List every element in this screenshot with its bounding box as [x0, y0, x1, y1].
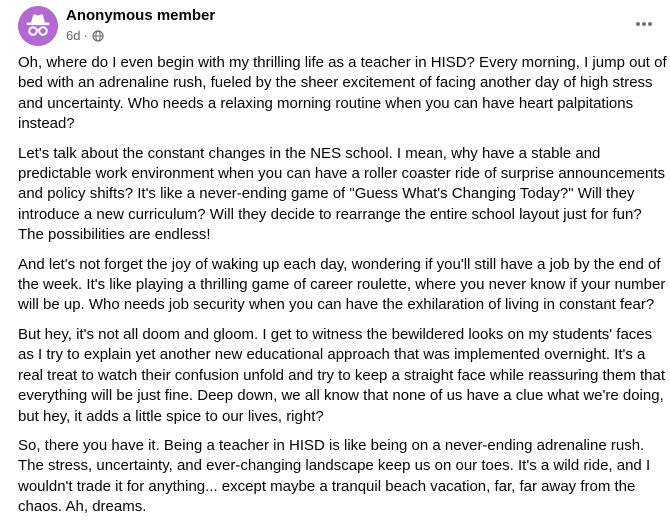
anonymous-incognito-icon [18, 6, 58, 46]
globe-icon [92, 30, 104, 42]
avatar[interactable] [18, 6, 58, 46]
post-paragraph: But hey, it's not all doom and gloom. I get to witness the bewildered looks on my students' faces as I try to explain yet another new educational approach that was implemented overnight. It's a real treat to watch their confusion unfold and try to keep a straight face while reassuring them that everything will be just fine. Deep down, we all know that none of us have a clue what we're doing, but hey, it adds a little spice to our lives, right? [18, 325, 666, 425]
post-body [18, 53, 670, 527]
post-header [18, 4, 658, 48]
post-paragraph: And let's not forget the joy of waking up each day, wondering if you'll still have a job by the end of the week. It's like playing a thrilling game of career roulette, where you never know if your number will be up. Who needs job security when you can have the exhilaration of living in constant fear? [18, 255, 666, 314]
post-timestamp[interactable]: 6d [66, 28, 81, 43]
post-paragraph: So, there you have it. Being a teacher in HISD is like being on a never-ending adrenaline rush. The stress, uncertainty, and ever-changing landscape keep us on our toes. It's a wild ride, and I wouldn't trade it for anything... except maybe a tranquil beach vacation, far, far away from the chaos. Ah, dreams. [18, 436, 651, 516]
meta-separator: · [83, 28, 88, 43]
more-horizontal-icon [635, 21, 653, 27]
post-paragraph: Let's talk about the constant changes in the NES school. I mean, why have a stable and predictable work environment when you can have a roller coaster ride of surprise announcements and policy shifts? It's like a never-ending game of "Guess What's Changing Today?" Will they introduce a new curriculum? Will they decide to rearrange the entire school layout just for fun? The possibilities are endless! [18, 144, 666, 244]
post-meta [66, 28, 104, 43]
more-options-button[interactable] [630, 12, 658, 36]
post-paragraph: Oh, where do I even begin with my thrilling life as a teacher in HISD? Every morning, I jump out of bed with an adrenaline rush, fueled by the sheer excitement of facing another day of high stress and uncertainty. Who needs a relaxing morning routine when you can have heart palpitations instead? [18, 54, 667, 133]
author-name[interactable]: Anonymous member [66, 7, 216, 24]
